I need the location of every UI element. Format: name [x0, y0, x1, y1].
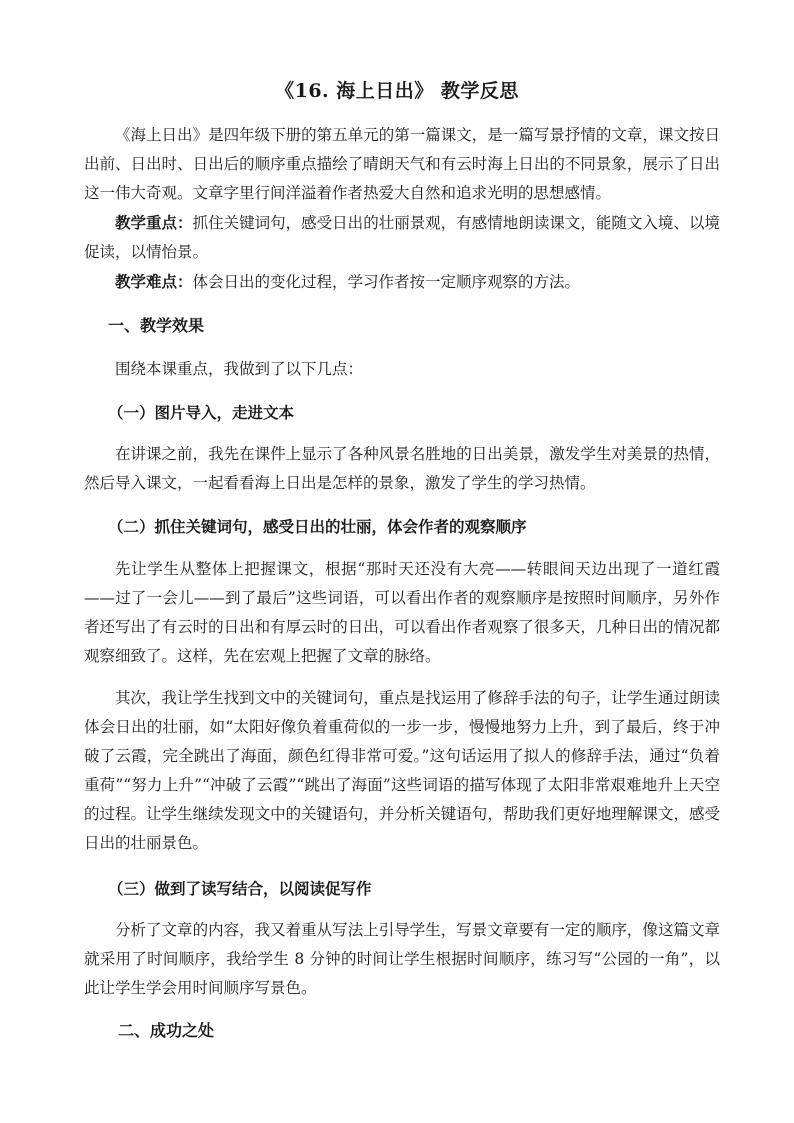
- intro-paragraph: 《海上日出》是四年级下册的第五单元的第一篇课文，是一篇写景抒情的文章，课文按日出前、日出时、日出后的顺序重点描绘了晴朗天气和有云时海上日出的不同景象，展示了日出这一伟大奇观。文章字里行间洋溢着作者热爱大自然和追求光明的思想感情。: [84, 126, 720, 202]
- sub2-heading: （二）抓住关键词句，感受日出的壮丽，体会作者的观察顺序: [108, 517, 527, 536]
- sub3-block: [84, 916, 720, 1003]
- sub2-block-1: [84, 555, 720, 671]
- section1-lead-block: [84, 355, 720, 384]
- sub2-paragraph-2: 其次，我让学生找到文中的关键词句，重点是找运用了修辞手法的句子，让学生通过朗读体会日出的壮丽，如“太阳好像负着重荷似的一步一步，慢慢地努力上升，到了最后，终于冲破了云霞，完全跳出了海面，颜色红得非常可爱。”这句话运用了拟人的修辞手法，通过“负着重荷”“努力上升”“冲破了云霞”“跳出了海面”这些词语的描写体现了太阳非常艰难地升上天空的过程。让学生继续发现文中的关键语句，并分析关键语句，帮助我们更好地理解课文，感受日出的壮丽景色。: [84, 689, 720, 852]
- key-point-text: 抓住关键词句，感受日出的壮丽景观，有感情地朗读课文，能随文入境、以境促读，以情怡景。: [84, 214, 720, 261]
- sub1-paragraph: 在讲课之前，我先在课件上显示了各种风景名胜地的日出美景，激发学生对美景的热情，然后导入课文，一起看看海上日出是怎样的景象，激发了学生的学习热情。: [84, 445, 720, 492]
- sub2-block-2: [84, 684, 720, 858]
- key-point-label: 教学重点：: [115, 213, 193, 232]
- intro-block: [84, 121, 720, 297]
- section2-heading: 二、成功之处: [118, 1021, 215, 1040]
- sub3-heading: （三）做到了读写结合，以阅读促写作: [108, 879, 372, 898]
- key-point-paragraph: [84, 208, 720, 267]
- difficulty-paragraph: [84, 267, 720, 297]
- section1-lead: 围绕本课重点，我做到了以下几点：: [115, 360, 364, 378]
- sub3-paragraph: 分析了文章的内容，我又着重从写法上引导学生，写景文章要有一定的顺序，像这篇文章就采用了时间顺序，我给学生 8 分钟的时间让学生根据时间顺序，练习写“公园的一角”，以此让学生学会用时间顺序写景色。: [84, 921, 720, 997]
- difficulty-label: 教学难点：: [115, 272, 193, 291]
- sub1-block: [84, 440, 720, 498]
- sub2-paragraph-1: 先让学生从整体上把握课文，根据“那时天还没有大亮——转眼间天边出现了一道红霞——过了一会儿——到了最后”这些词语，可以看出作者的观察顺序是按照时间顺序，另外作者还写出了有云时的日出和有厚云时的日出，可以看出作者观察了很多天，几种日出的情况都观察细致了。这样，先在宏观上把握了文章的脉络。: [84, 560, 720, 665]
- difficulty-text: 体会日出的变化过程，学习作者按一定顺序观察的方法。: [192, 273, 581, 291]
- document-title: 《16. 海上日出》 教学反思: [275, 80, 519, 102]
- sub1-heading: （一）图片导入，走进文本: [108, 403, 295, 422]
- section1-heading: 一、教学效果: [108, 316, 205, 335]
